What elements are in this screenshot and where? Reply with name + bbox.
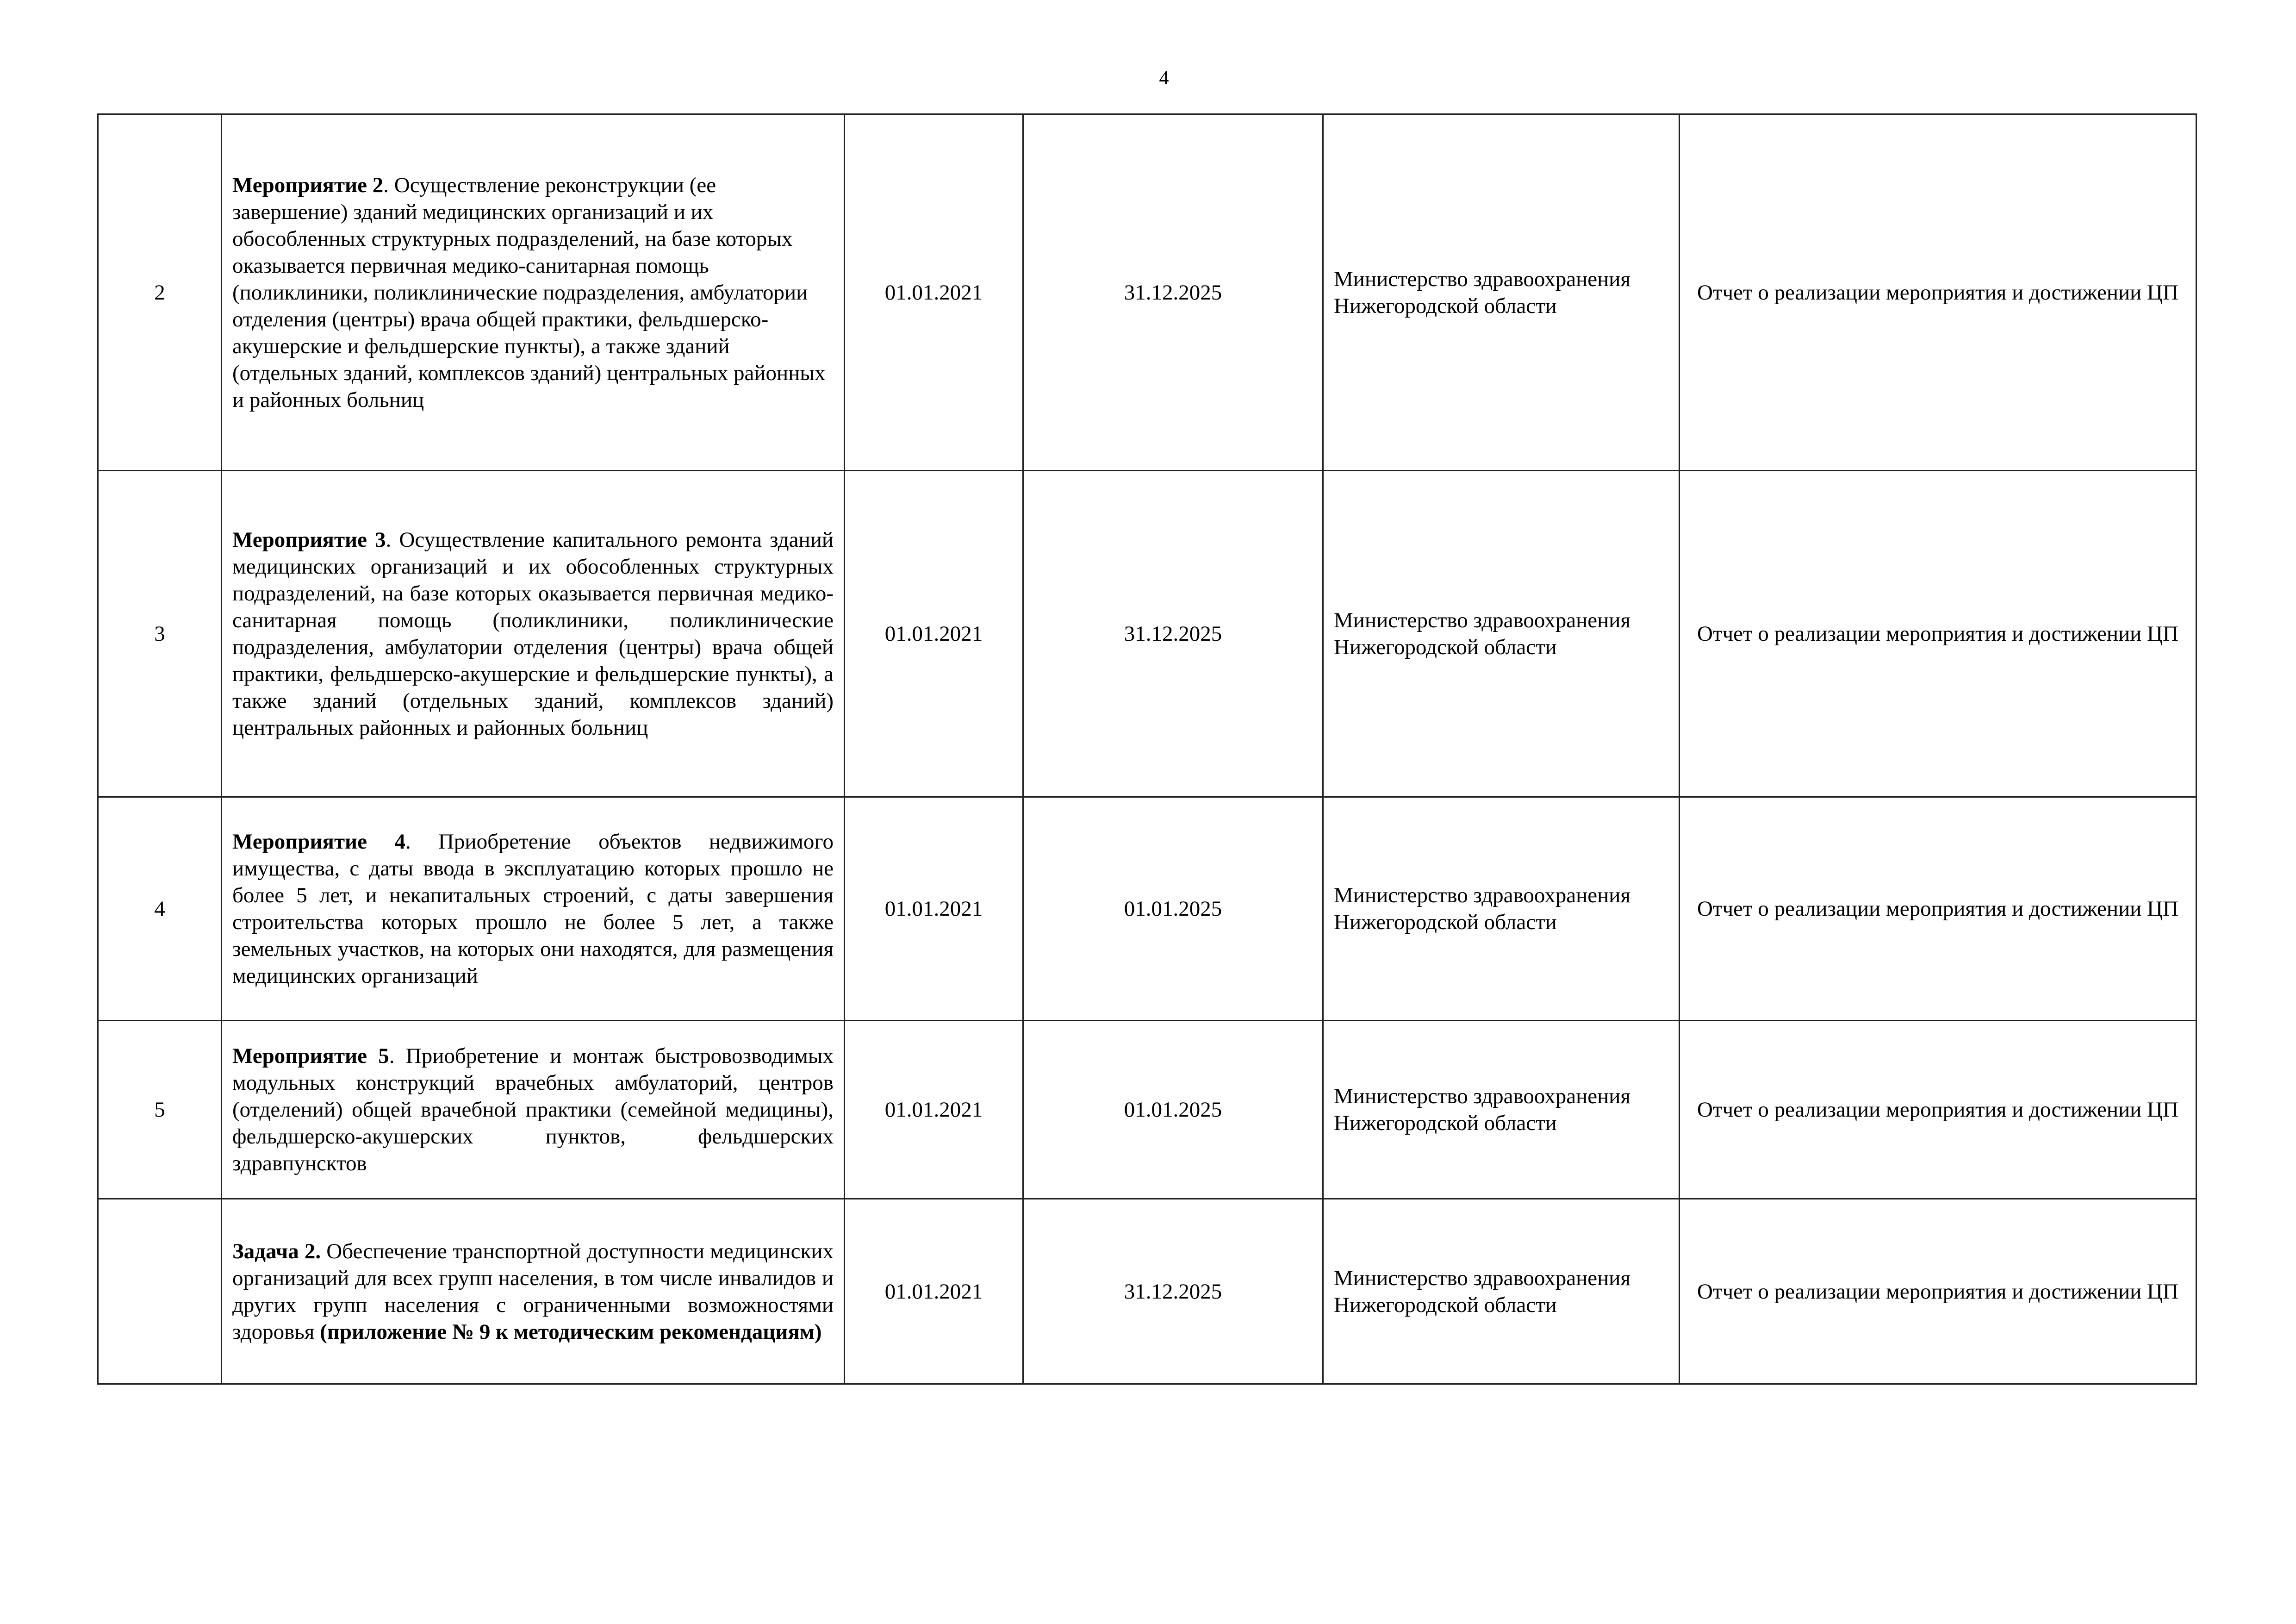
activity-description <box>222 114 845 471</box>
end-date: 31.12.2025 <box>1023 114 1323 471</box>
expected-result: Отчет о реализации мероприятия и достижении ЦП <box>1680 1021 2196 1199</box>
task-appendix-reference: (приложение № 9 к методическим рекомендациям) <box>320 1319 822 1344</box>
task-title: Задача 2. <box>232 1239 321 1263</box>
activity-title: Мероприятие 4 <box>232 830 405 854</box>
start-date: 01.01.2021 <box>845 1021 1023 1199</box>
end-date: 01.01.2025 <box>1023 797 1323 1021</box>
table-row <box>98 797 2196 1021</box>
start-date: 01.01.2021 <box>845 114 1023 471</box>
table-row <box>98 1199 2196 1384</box>
start-date: 01.01.2021 <box>845 471 1023 797</box>
activity-description <box>222 1021 845 1199</box>
activity-title: Мероприятие 2 <box>232 173 384 197</box>
activities-table <box>97 113 2197 1385</box>
activity-title: Мероприятие 5 <box>232 1044 389 1068</box>
expected-result: Отчет о реализации мероприятия и достижении ЦП <box>1680 114 2196 471</box>
expected-result: Отчет о реализации мероприятия и достижении ЦП <box>1680 471 2196 797</box>
start-date: 01.01.2021 <box>845 1199 1023 1384</box>
table-row <box>98 114 2196 471</box>
table-row <box>98 1021 2196 1199</box>
activity-text: . Приобретение объектов недвижимого имущества, с даты ввода в эксплуатацию которых прошло не более 5 лет, и некапитальных строений, с даты завершения строительства которых прошло не более 5 лет, а также земельных участков, на которых они находятся, для размещения медицинских организаций <box>232 830 834 988</box>
row-number: 2 <box>98 114 222 471</box>
expected-result: Отчет о реализации мероприятия и достижении ЦП <box>1680 1199 2196 1384</box>
start-date: 01.01.2021 <box>845 797 1023 1021</box>
responsible-executor: Министерство здравоохранения Нижегородской области <box>1323 1199 1680 1384</box>
expected-result: Отчет о реализации мероприятия и достижении ЦП <box>1680 797 2196 1021</box>
activity-text: . Осуществление капитального ремонта зданий медицинских организаций и их обособленных структурных подразделений, на базе которых оказывается первичная медико-санитарная помощь (поликлиники, поликлинические подразделения, амбулатории отделения (центры) врача общей практики, фельдшерско-акушерские и фельдшерские пункты), а также зданий (отдельных зданий, комплексов зданий) центральных районных и районных больниц <box>232 528 834 740</box>
row-number: 3 <box>98 471 222 797</box>
row-number: 5 <box>98 1021 222 1199</box>
task-description <box>222 1199 845 1384</box>
responsible-executor: Министерство здравоохранения Нижегородской области <box>1323 471 1680 797</box>
page-number: 4 <box>1159 68 1169 89</box>
task-text: Обеспечение транспортной доступности медицинских организаций для всех групп населения, в том числе инвалидов и других групп населения с ограниченными возможностями здоровья <box>232 1239 834 1344</box>
responsible-executor: Министерство здравоохранения Нижегородской области <box>1323 114 1680 471</box>
table-row <box>98 471 2196 797</box>
activity-description <box>222 797 845 1021</box>
end-date: 31.12.2025 <box>1023 1199 1323 1384</box>
end-date: 01.01.2025 <box>1023 1021 1323 1199</box>
row-number <box>98 1199 222 1384</box>
responsible-executor: Министерство здравоохранения Нижегородской области <box>1323 1021 1680 1199</box>
activity-text: . Осуществление реконструкции (ее завершение) зданий медицинских организаций и их обособленных структурных подразделений, на базе которых оказывается первичная медико-санитарная помощь (поликлиники, поликлинические подразделения, амбулатории отделения (центры) врача общей практики, фельдшерско-акушерские и фельдшерские пункты), а также зданий (отдельных зданий, комплексов зданий) центральных районных и районных больниц <box>232 173 826 412</box>
responsible-executor: Министерство здравоохранения Нижегородской области <box>1323 797 1680 1021</box>
activity-text: . Приобретение и монтаж быстровозводимых модульных конструкций врачебных амбулаторий, центров (отделений) общей врачебной практики (семейной медицины), фельдшерско-акушерских пунктов, фельдшерских здравпунсктов <box>232 1044 834 1175</box>
activity-title: Мероприятие 3 <box>232 528 386 552</box>
activity-description <box>222 471 845 797</box>
row-number: 4 <box>98 797 222 1021</box>
end-date: 31.12.2025 <box>1023 471 1323 797</box>
